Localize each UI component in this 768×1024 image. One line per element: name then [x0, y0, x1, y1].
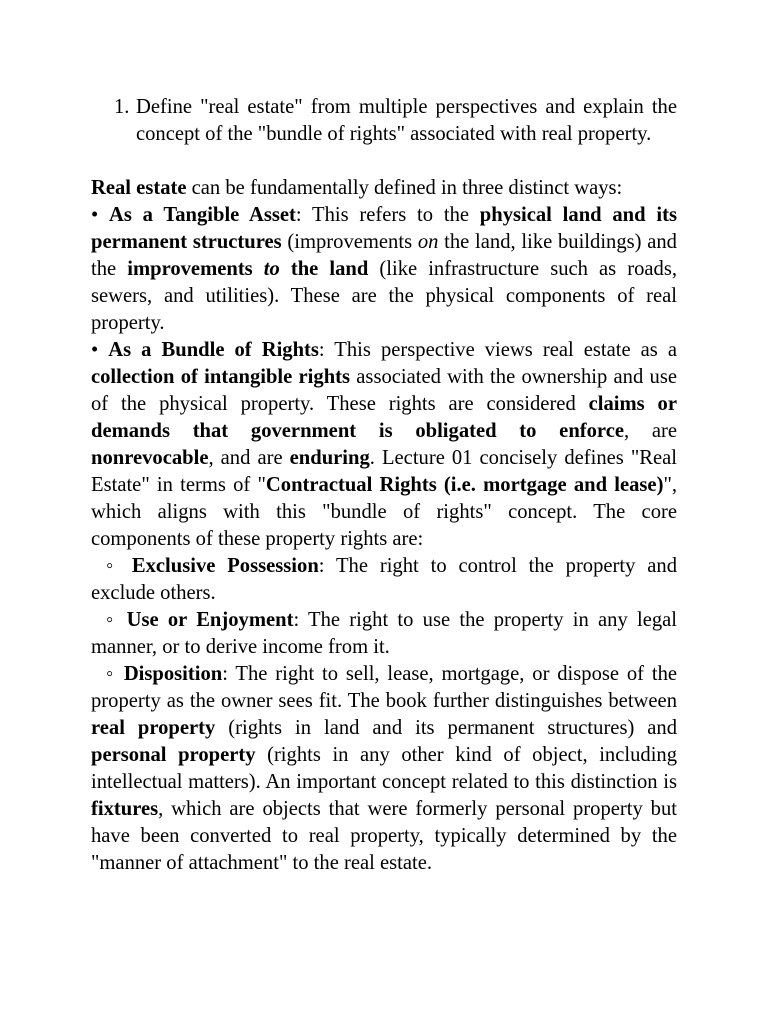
bundle-of-rights-heading: As a Bundle of Rights [108, 339, 319, 361]
bullet-glyph: • [91, 339, 109, 361]
text-run: the land, like buildings) and the [91, 231, 677, 280]
text-run: , which are objects that were formerly personal property but have been converted to real property, typically determined by the "manner of attachment" to the real estate. [91, 798, 677, 874]
bullet-glyph: • [91, 204, 109, 226]
bold-run: enduring [289, 447, 370, 469]
right-text: : The right to use the property in any legal manner, or to derive income from it. [91, 609, 677, 658]
text-run: (rights in any other kind of object, including intellectual matters). An important concept related to this distinction is [91, 744, 678, 793]
text-run: : The right to sell, lease, mortgage, or dispose of the property as the owner sees fit. The book further distinguishes between [91, 663, 678, 712]
right-item-use-or-enjoyment [91, 607, 677, 661]
text-run: (improvements [281, 231, 418, 253]
question-text: Define "real estate" from multiple perspectives and explain the concept of the "bundle of rights" associated with real property. [136, 96, 677, 145]
right-item-disposition [91, 661, 677, 877]
text-run: , and are [208, 447, 290, 469]
circle-bullet-glyph: ◦ [106, 609, 127, 631]
text-run: (like infrastructure such as roads, sewers, and utilities). These are the physical components of real property. [91, 258, 677, 334]
bold-run [127, 258, 368, 280]
bold-run: nonrevocable [91, 447, 209, 469]
bold-run: Contractual Rights (i.e. mortgage and lease) [265, 474, 664, 496]
text-run: : This refers to the [295, 204, 480, 226]
bold-run: claims or demands that government is obligated to enforce [91, 393, 677, 442]
question-number: 1. [114, 96, 130, 118]
italic-run: on [417, 231, 439, 253]
right-heading: Exclusive Possession [131, 555, 319, 577]
spacer [91, 148, 677, 175]
bold-italic-run: to [263, 258, 280, 280]
bold-run: fixtures [91, 798, 159, 820]
right-heading: Use or Enjoyment [126, 609, 294, 631]
bold-run: physical land and its permanent structures [91, 204, 677, 253]
tangible-asset-heading: As a Tangible Asset [109, 204, 296, 226]
circle-bullet-glyph: ◦ [106, 555, 132, 577]
bold-run: real property [91, 717, 216, 739]
text-run: , are [623, 420, 678, 442]
text-run: . Lecture 01 concisely defines "Real Estate" in terms of " [91, 447, 678, 496]
bold-run-part: improvements [127, 258, 264, 280]
intro-paragraph [91, 175, 677, 202]
text-run: (rights in land and its permanent structures) and [215, 717, 678, 739]
document-body [91, 94, 677, 877]
bold-run-part: the land [279, 258, 369, 280]
right-heading: Disposition [123, 663, 223, 685]
tangible-asset-paragraph [91, 202, 677, 337]
bundle-of-rights-paragraph [91, 337, 677, 553]
question-item [114, 94, 677, 148]
intro-text: can be fundamentally defined in three distinct ways: [186, 177, 623, 199]
intro-term: Real estate [91, 177, 187, 199]
text-run: associated with the ownership and use of the physical property. These rights are considered [91, 366, 677, 415]
right-text: : The right to control the property and exclude others. [91, 555, 678, 604]
bold-run: collection of intangible rights [91, 366, 351, 388]
circle-bullet-glyph: ◦ [106, 663, 124, 685]
text-run: : This perspective views real estate as a [318, 339, 677, 361]
right-item-exclusive-possession [91, 553, 677, 607]
bold-run: personal property [91, 744, 256, 766]
text-run: ", which aligns with this "bundle of rights" concept. The core components of these property rights are: [91, 474, 677, 550]
